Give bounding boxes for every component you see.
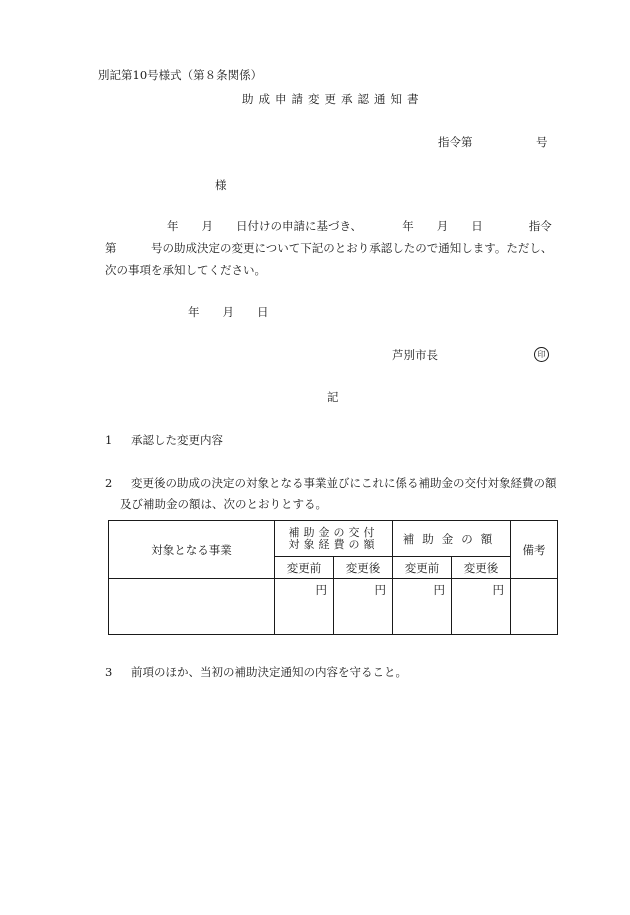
item-3 (105, 667, 407, 679)
item-3-text: 前項のほか、当初の補助決定通知の内容を守ること。 (131, 665, 407, 679)
header-expense-after: 変更後 (334, 557, 393, 579)
cell-target-project[interactable] (109, 579, 275, 635)
cell-subsidy-after[interactable]: 円 (452, 579, 511, 635)
header-eligible-expense-line1: 補助金の交付 (288, 525, 379, 539)
header-eligible-expense-line2: 対象経費の額 (288, 537, 379, 551)
header-eligible-expense (275, 521, 393, 557)
doc-number-suffix: 号 (536, 135, 548, 149)
header-target-project: 対象となる事業 (109, 521, 275, 579)
form-label: 別記第10号様式（第８条関係） (98, 68, 263, 82)
issue-date: 年 月 日 (188, 305, 269, 319)
body-line-1: 年 月 日付けの申請に基づき、 年 月 日 指令 (167, 219, 552, 233)
item-1-number: 1 (105, 433, 113, 447)
item-2-number: 2 (105, 476, 113, 490)
item-2-text: 変更後の助成の決定の対象となる事業並びにこれに係る補助金の交付対象経費の額 (131, 476, 557, 490)
document-title: 助成申請変更承認通知書 (242, 92, 424, 106)
item-3-number: 3 (105, 665, 113, 679)
header-subsidy-amount: 補助金の額 (393, 521, 511, 557)
item-2 (105, 478, 557, 490)
addressee-suffix: 様 (215, 178, 227, 192)
ki-heading: 記 (327, 390, 339, 404)
item-1 (105, 435, 223, 447)
header-subsidy-before: 変更前 (393, 557, 452, 579)
item-1-text: 承認した変更内容 (131, 433, 223, 447)
body-line-3: 次の事項を承知してください。 (105, 263, 266, 277)
cell-expense-after[interactable]: 円 (334, 579, 393, 635)
cell-expense-before[interactable]: 円 (275, 579, 334, 635)
body-line-2: 第 号の助成決定の変更について下記のとおり承認したので通知します。ただし、 (105, 241, 553, 255)
doc-number-prefix: 指令第 (438, 135, 473, 149)
amount-table (108, 520, 558, 635)
item-2-continuation: 及び補助金の額は、次のとおりとする。 (120, 497, 327, 511)
cell-subsidy-before[interactable]: 円 (393, 579, 452, 635)
cell-remarks[interactable] (511, 579, 558, 635)
issuer-name: 芦別市長 (392, 348, 438, 362)
seal-mark-icon: 印 (534, 347, 549, 362)
header-expense-before: 変更前 (275, 557, 334, 579)
header-remarks: 備考 (511, 521, 558, 579)
header-subsidy-after: 変更後 (452, 557, 511, 579)
